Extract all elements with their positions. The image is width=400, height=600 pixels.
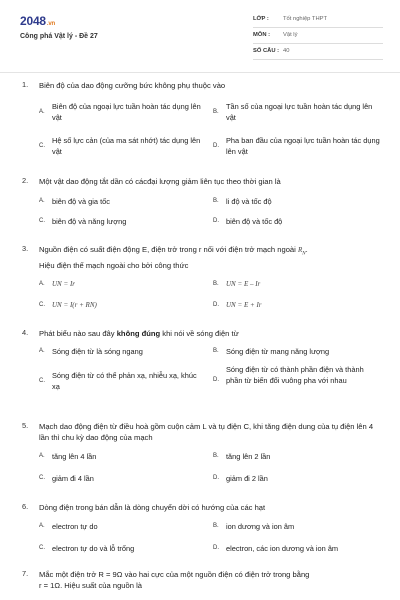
option-letter: A.	[39, 523, 45, 529]
option-text: biên độ và gia tốc	[52, 197, 110, 206]
option-text: ion dương và ion âm	[226, 522, 295, 531]
option-text: Tần số của ngoại lực tuần hoàn tác dụng lên vật	[226, 102, 373, 122]
question-1	[0, 80, 400, 160]
exam-title: Công phá Vật lý - Đề 27	[20, 33, 98, 40]
option-letter: C.	[39, 475, 45, 481]
meta-key: MÔN :	[253, 32, 271, 38]
question-stem	[39, 569, 379, 591]
option-text: Sóng điện từ là sóng ngang	[52, 347, 143, 356]
question-stem	[39, 328, 379, 339]
question-number: 5.	[22, 421, 29, 430]
stem-math: R	[297, 246, 303, 254]
question-stem: Biên độ của dao động cưỡng bức không phụ thuộc vào	[39, 81, 226, 90]
site-logo[interactable]	[20, 14, 55, 28]
meta-value: Vật lý	[283, 32, 298, 38]
option-letter: D.	[213, 545, 219, 551]
stem-text: Phát biểu nào sau đây	[39, 329, 115, 338]
option-formula: UN = Ir	[52, 280, 76, 288]
question-stem: Nguồn điện có suất điện động E, điện trở trong r nối với điện trở mạch ngoài $R_N$. Hiệu điện thế mạch ngoài cho bởi công thức	[39, 245, 308, 270]
option-letter: C.	[39, 545, 45, 551]
option-text: biên độ và tốc độ	[226, 217, 283, 226]
option-letter: B.	[213, 348, 219, 354]
meta-key: SỐ CÂU :	[253, 48, 280, 54]
question-number: 6.	[22, 502, 29, 511]
option-formula: UN = E – Ir	[226, 280, 261, 288]
option-letter: D.	[213, 475, 219, 481]
page-header	[0, 0, 400, 70]
option-letter: B.	[213, 198, 219, 204]
option-formula: UN = I(r + RN)	[52, 301, 97, 309]
option-letter: D.	[213, 302, 219, 308]
question-number: 4.	[22, 328, 29, 337]
question-stem: Mạch dao động điện từ điều hoà gồm cuộn cảm L và tụ điện C, khi tăng điện dung của tụ điện lên 4 lần thì chu kỳ dao động của mạch	[39, 422, 374, 442]
question-stem: Dòng điện trong bán dẫn là dòng chuyển dời có hướng của các hạt	[39, 503, 266, 512]
option-letter: C.	[39, 378, 45, 384]
meta-key: LỚP :	[253, 16, 269, 22]
stem-text-2: Hiệu điện thế mạch ngoài cho bởi công thức	[39, 260, 189, 270]
option-text: Sóng điện từ có thể phản xạ, nhiễu xạ, khúc xạ	[52, 371, 197, 391]
option-letter: D.	[213, 218, 219, 224]
option-letter: C.	[39, 302, 45, 308]
option-text: Sóng điện từ có thành phần điện và thành phần từ biến đổi vuông pha với nhau	[226, 365, 364, 385]
option-letter: B.	[213, 453, 219, 459]
stem-text: Mắc một điện trở R = 9Ω vào hai cực của một nguồn điện có điện trở trong bằng	[39, 570, 310, 579]
question-3	[0, 244, 400, 320]
option-text: electron, các ion dương và ion âm	[226, 544, 339, 553]
option-text: biên độ và năng lượng	[52, 217, 127, 226]
option-letter: A.	[39, 453, 45, 459]
option-text: Sóng điện từ mang năng lượng	[226, 347, 330, 356]
option-letter: B.	[213, 109, 219, 115]
logo-main: 2048	[20, 14, 46, 28]
option-text: tăng lên 2 lần	[226, 452, 271, 461]
option-letter: A.	[39, 109, 45, 115]
question-number: 3.	[22, 244, 29, 253]
option-letter: C.	[39, 218, 45, 224]
question-4	[0, 328, 400, 408]
option-text: Biên độ của ngoại lực tuần hoàn tác dụng lên vật	[52, 102, 201, 122]
option-text: li độ và tốc độ	[226, 197, 272, 206]
option-letter: D.	[213, 143, 219, 149]
meta-class	[253, 12, 383, 26]
meta-value: Tốt nghiệp THPT	[283, 16, 328, 22]
option-text: electron tự do và lỗ trống	[52, 544, 135, 553]
question-number: 7.	[22, 569, 29, 578]
stem-emphasis: không đúng	[116, 329, 161, 338]
stem-math-sub: N	[302, 251, 306, 257]
question-number: 1.	[22, 80, 29, 89]
logo-suffix: .vn	[46, 21, 55, 27]
question-7	[0, 569, 400, 599]
stem-text-2: r = 1Ω. Hiệu suất của nguồn là	[39, 581, 142, 590]
option-text: electron tự do	[52, 522, 98, 531]
question-2	[0, 176, 400, 232]
stem-text: Nguồn điện có suất điện động E, điện trở trong r nối với điện trở mạch ngoài	[39, 245, 296, 254]
question-6	[0, 502, 400, 558]
option-letter: B.	[213, 523, 219, 529]
meta-count	[253, 44, 383, 58]
question-5	[0, 421, 400, 493]
option-text: Pha ban đầu của ngoại lực tuần hoàn tác dụng lên vật	[226, 136, 380, 156]
option-text: Hệ số lực cản (của ma sát nhớt) tác dụng lên vật	[52, 136, 201, 156]
meta-divider	[253, 59, 383, 60]
option-text: giảm đi 2 lần	[226, 474, 268, 483]
option-letter: A.	[39, 348, 45, 354]
option-text: giảm đi 4 lần	[52, 474, 94, 483]
option-letter: A.	[39, 198, 45, 204]
meta-subject	[253, 28, 383, 42]
option-letter: B.	[213, 281, 219, 287]
question-stem: Một vật dao động tắt dần có cácđại lượng giảm liên tục theo thời gian là	[39, 177, 281, 186]
question-number: 2.	[22, 176, 29, 185]
meta-value: 40	[283, 48, 290, 54]
option-formula: UN = E + Ir	[226, 301, 262, 309]
option-letter: C.	[39, 143, 45, 149]
stem-text-2: khi nói về sóng điện từ	[162, 329, 239, 338]
option-text: tăng lên 4 lần	[52, 452, 97, 461]
header-divider	[0, 72, 400, 73]
option-letter: D.	[213, 377, 219, 383]
option-letter: A.	[39, 281, 45, 287]
